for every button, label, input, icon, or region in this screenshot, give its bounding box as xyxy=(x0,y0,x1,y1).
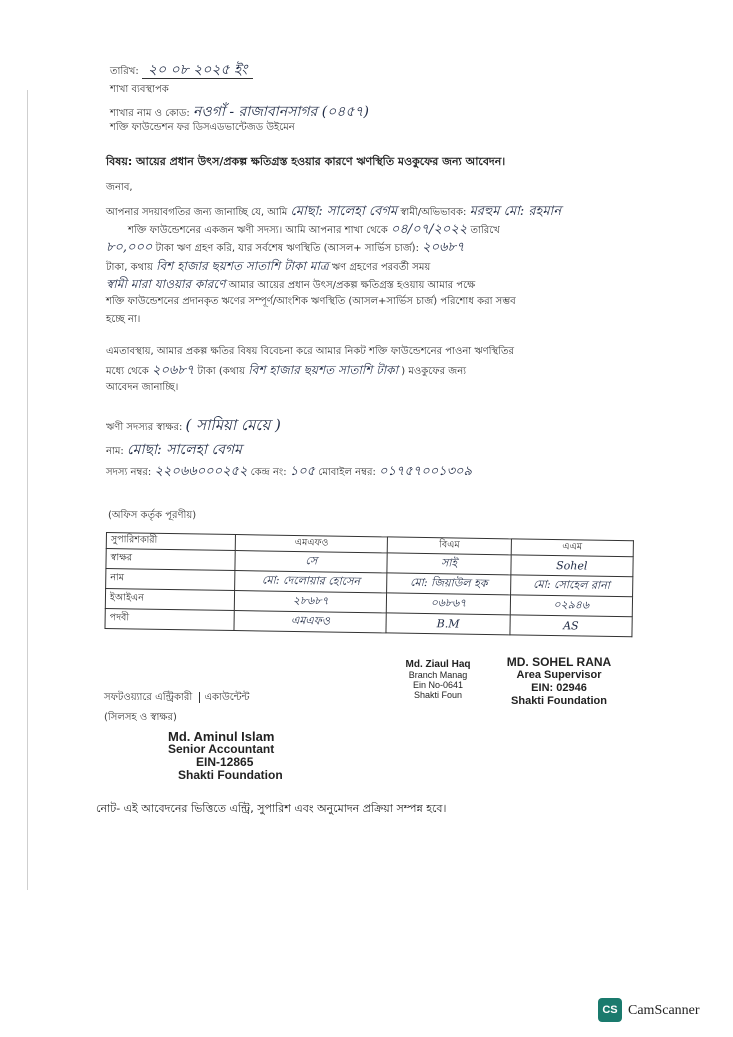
table-cell: AS xyxy=(510,615,633,637)
para1-text: শক্তি ফাউন্ডেশনের একজন ঋণী সদস্য। আমি আপনার শাখা থেকে xyxy=(128,225,388,236)
table-cell: B.M xyxy=(386,613,509,635)
date-value: ২০ ০৮ ২০২৫ ইং xyxy=(142,62,253,79)
para1-text: টাকা ঋণ গ্রহণ করি, যার সর্বশেষ ঋণস্থিতি (আসল+ সার্ভিস চার্জ): xyxy=(155,243,419,254)
para1-line7: হচ্ছে না। xyxy=(106,314,141,325)
guardian-handwritten: মরহুম মো: রহমান xyxy=(469,204,562,219)
member-id-value: ২২০৬৬০০০২৫২ xyxy=(154,464,248,479)
as-stamp xyxy=(492,656,626,708)
row-label: স্বাক্ষর xyxy=(106,549,235,571)
member-signature: ( সামিয়া মেয়ে ) xyxy=(185,416,281,434)
stamp-line: Shakti Foundation xyxy=(511,695,607,707)
subject-line: বিষয়: আয়ের প্রধান উৎস/প্রকল্প ক্ষতিগ্রস্ত হওয়ার কারণে ঋণস্থিতি মওকুফের জন্য আবেদন। xyxy=(106,155,506,168)
table-cell: মো: সোহেল রানা xyxy=(510,575,633,597)
stamp-line: Ein No-0641 xyxy=(412,680,464,690)
para1-line1 xyxy=(106,204,561,221)
stamp-line: Md. Aminul Islam xyxy=(168,729,275,744)
stamp-line: MD. SOHEL RANA xyxy=(506,655,612,669)
office-section-title: (অফিস কর্তৃক পূরণীয়) xyxy=(108,510,197,521)
para1-text: তারিখে xyxy=(470,225,500,236)
mobile-value: ০১৭৫৭০০১৩০৯ xyxy=(379,464,472,479)
table-cell: মো: জিয়াউল হক xyxy=(387,573,510,595)
stamp-line: Shakti Foundation xyxy=(178,768,283,782)
table-header: সুপারিশকারী xyxy=(106,533,235,551)
para1-text: আপনার সদয়াবগতির জন্য জানাচ্ছি যে, আমি xyxy=(106,207,288,218)
stamp-line: EIN-12865 xyxy=(196,755,254,769)
camscanner-watermark: CamScanner xyxy=(628,1003,700,1018)
accountant-stamp xyxy=(168,730,283,782)
para1-line4 xyxy=(106,258,430,276)
row-label: পদবী xyxy=(105,608,234,630)
addressee: শাখা ব্যবস্থাপক xyxy=(110,84,169,95)
stamp-line: Area Supervisor xyxy=(516,669,602,681)
recommendation-table xyxy=(104,532,633,637)
member-signature-row xyxy=(106,414,281,439)
org-line: শক্তি ফাউন্ডেশন ফর ডিসএডভান্টেজড উইমেন xyxy=(110,122,295,133)
entry-label: সফটওয়্যারে এন্ট্রিকারী xyxy=(104,692,193,703)
row-label: ইআইএন xyxy=(105,589,234,611)
stamp-line: EIN: 02946 xyxy=(531,682,587,694)
mobile-label: মোবাইল নম্বর: xyxy=(318,467,376,478)
table-header: এএম xyxy=(511,539,634,557)
table-cell: Sohel xyxy=(511,555,634,577)
table-cell: মো: দেলোয়ার হোসেন xyxy=(235,571,388,593)
member-name-handwritten: মোছা: সালেহা বেগম xyxy=(290,204,398,219)
camscanner-logo-icon: CS xyxy=(598,998,622,1022)
para2-text: ) মওকুফের জন্য xyxy=(401,366,467,377)
name-label: নাম: xyxy=(106,446,124,457)
seal-signature-label: (সিলসহ ও স্বাক্ষর) xyxy=(104,712,177,723)
member-name-row xyxy=(106,438,242,462)
accountant-label-row xyxy=(104,690,249,707)
table-header: বিএম xyxy=(388,537,511,555)
amount-words-handwritten: বিশ হাজার ছয়শত সাতাশি টাকা মাত্র xyxy=(156,259,329,273)
table-cell: এমএফও xyxy=(234,611,387,633)
table-cell: সাই xyxy=(387,553,510,575)
member-id-label: সদস্য নম্বর: xyxy=(106,467,152,478)
para2-text: টাকা (কথায় xyxy=(197,366,246,377)
member-id-row xyxy=(106,462,472,483)
row-label: নাম xyxy=(106,569,235,591)
table-cell: ০২৯৪৬ xyxy=(510,595,633,617)
loan-date-handwritten: ০৪/০৭/২০২২ xyxy=(390,222,468,237)
guardian-label: স্বামী/অভিভাবক: xyxy=(400,207,467,218)
stamp-line: Shakti Foun xyxy=(413,690,463,700)
para1-line6: শক্তি ফাউন্ডেশনের প্রদানকৃত ঋণের সম্পূর্ণ/আংশিক ঋণস্থিতি (আসল+সার্ভিস চার্জ) পরিশোধ করা সম্ভব xyxy=(106,296,516,307)
date-row xyxy=(110,58,253,82)
para2-line2 xyxy=(106,362,466,380)
branch-label: শাখার নাম ও কোড: xyxy=(110,108,190,119)
para1-line3 xyxy=(106,240,464,257)
para2-line3: আবেদন জানাচ্ছি। xyxy=(106,382,179,393)
para2-text: মধ্যে থেকে xyxy=(106,366,149,377)
para1-line5 xyxy=(106,276,475,294)
salutation: জনাব, xyxy=(106,182,133,193)
stamp-line: Senior Accountant xyxy=(168,742,275,756)
signature-label: ঋণী সদস্যর স্বাক্ষর: xyxy=(106,422,183,433)
waiver-amount-handwritten: ২০৬৮৭ xyxy=(152,363,195,378)
member-name-value: মোছা: সালেহা বেগম xyxy=(126,442,242,458)
date-label: তারিখ: xyxy=(110,66,139,77)
balance-handwritten: ২০৬৮৭ xyxy=(422,240,465,255)
para1-text: ঋণ গ্রহণের পরবর্তী সময় xyxy=(331,262,431,273)
para1-text: আমার আয়ের প্রধান উৎস/প্রকল্প ক্ষতিগ্রস্ত হওয়ায় আমার পক্ষে xyxy=(228,280,476,291)
footer-note: নোট- এই আবেদনের ভিত্তিতে এন্ট্রি, সুপারিশ এবং অনুমোদন প্রক্রিয়া সম্পন্ন হবে। xyxy=(96,802,447,815)
reason-handwritten: স্বামী মারা যাওয়ার কারণে xyxy=(106,277,226,291)
table-cell: সে xyxy=(235,551,388,573)
para1-line2 xyxy=(128,222,500,239)
stamp-line: Md. Ziaul Haq xyxy=(405,659,471,670)
table-cell: ০৬৮৬৭ xyxy=(387,593,510,615)
waiver-words-handwritten: বিশ হাজার ছয়শত সাতাশি টাকা xyxy=(248,363,399,377)
page-edge-line xyxy=(27,90,28,890)
para1-text: টাকা, কথায় xyxy=(106,262,153,273)
table-header: এমএফও xyxy=(235,535,388,553)
para2-line1: এমতাবস্থায়, আমার প্রকল্প ক্ষতির বিষয় বিবেচনা করে আমার নিকট শক্তি ফাউন্ডেশনের পাওনা ঋণস্থিতির xyxy=(106,346,515,357)
bm-stamp xyxy=(388,660,488,700)
stamp-line: Branch Manag xyxy=(408,670,468,680)
center-code-value: ১০৫ xyxy=(289,464,316,479)
branch-value: নওগাঁ - রাজাবানসাগর (০৪৫৭) xyxy=(192,104,369,120)
loan-amount-handwritten: ৮০,০০০ xyxy=(106,240,153,255)
accountant-label: একাউন্টেন্ট xyxy=(199,692,249,703)
center-code-label: কেন্দ্র নং: xyxy=(250,467,287,478)
table-cell: ২৮৬৮৭ xyxy=(234,591,387,613)
